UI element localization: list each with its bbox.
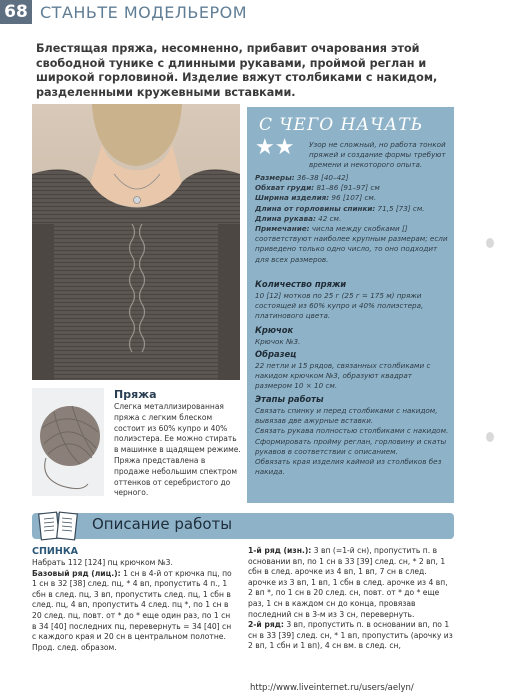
width-row: [255, 193, 449, 203]
tunic-photo-drawing: [32, 104, 240, 380]
hook-heading: Крючок: [255, 325, 294, 335]
difficulty-note: Узор не сложный, но работа тонкой пряжей и создание формы требуют времени и некоторого опыта.: [309, 140, 446, 170]
tunic-photo: [32, 104, 240, 380]
binding-hole: [486, 238, 494, 248]
note-value: числа между скобками [] соответствуют наиболее крупным размерам; если приведено только одно число, то оно подходит для всех размеров.: [255, 224, 448, 264]
section-title: СТАНЬТЕ МОДЕЛЬЕРОМ: [40, 3, 248, 22]
note-row: [255, 224, 449, 265]
bust-label: Обхват груди:: [255, 183, 315, 193]
length-row: [255, 204, 449, 214]
sizes-row: [255, 173, 449, 183]
base-row-label: Базовый ряд (лиц.):: [32, 568, 121, 578]
sizes-value: 36–38 [40–42]: [296, 173, 349, 182]
gauge-heading: Образец: [255, 349, 297, 359]
width-label: Ширина изделия:: [255, 193, 330, 203]
size-info: [255, 173, 449, 265]
step-item: Связать спинку и перед столбиками с накидом, вывязав две ажурные вставки.: [255, 406, 438, 426]
back-instructions: [32, 546, 236, 653]
panel-title: С ЧЕГО НАЧАТЬ: [259, 115, 424, 135]
row-instructions: [248, 546, 454, 652]
width-value: 96 [107] см.: [331, 193, 377, 203]
step-item: Сформировать пройму реглан, горловину и скаты рукавов в соответствии с описанием.: [255, 436, 447, 456]
binding-hole: [486, 432, 494, 442]
sleeve-label: Длина рукава:: [255, 213, 316, 223]
length-value: 71,5 [73] см.: [377, 203, 425, 213]
row-1: [248, 546, 454, 620]
getting-started-panel: [247, 107, 454, 503]
row-2-text: 3 вп, пропустить п. в основании вп, по 1 сн в 33 [39] след. сн, * 1 вп, пропустить (арочку из 2 вп, 1 сбн и 1 вп), 4 сн вм. в след. сн,: [248, 620, 453, 651]
yarn-ball-photo: [32, 388, 104, 496]
base-row: [32, 569, 236, 654]
bust-value: 81–86 [91–97] см: [316, 183, 380, 193]
note-label: Примечание:: [255, 224, 310, 234]
back-heading: СПИНКА: [32, 546, 78, 557]
step-item: Обвязать края изделия каймой из столбиков без накида.: [255, 457, 442, 477]
bust-row: [255, 183, 449, 193]
pattern-book-icon: [38, 509, 80, 543]
page-number: 68: [0, 0, 32, 24]
yarn-quantity-text: 10 [12] мотков по 25 г (25 г = 175 м) пряжи состоящей из 60% купро и 40% полиэстера, платинового цвета.: [255, 291, 424, 321]
yarn-heading: Пряжа: [114, 388, 157, 401]
gauge-text: 22 петли и 15 рядов, связанных столбиками с накидом крючком №3, образуют квадрат размером 10 × 10 см.: [255, 361, 431, 391]
row-1-label: 1-й ряд (изн.):: [248, 546, 312, 555]
steps-heading: Этапы работы: [255, 394, 324, 404]
step-item: Связать рукава полностью столбиками с накидом.: [255, 426, 449, 436]
yarn-quantity-heading: Количество пряжи: [255, 279, 347, 289]
row-2: [248, 620, 454, 652]
row-2-label: 2-й ряд:: [248, 620, 284, 630]
length-label: Длина от горловины спинки:: [255, 203, 376, 213]
row-1-text: 3 вп (=1-й сн), пропустить п. в основании вп, по 1 сн в 33 [39] след. сн, * 2 вп, 1 сбн в след. арочке из 4 вп, 1 вп, 7 сн в след. арочке из 3 вп, 1 вп, 1 сбн в след. арочке из 4 вп, 2 вп *, по 1 сн в 20 след. сн, повт. от * до * еще раз, 1 сн в каждом сн до конца, провязав последний сн в 3-м из 3 сн, перевернуть.: [248, 546, 448, 619]
sleeve-row: [255, 214, 449, 224]
yarn-ball-drawing: [32, 388, 104, 496]
steps-list: [255, 406, 449, 477]
yarn-description: Слегка металлизированная пряжа с легким блеском состоит из 60% купро и 40% полиэстера. Ее можно стирать в машинке в щадящем режиме. Пряжа представлена в продаже небольшим спектром оттенков от серебристого до черного.: [114, 402, 241, 498]
description-title: Описание работы: [92, 515, 233, 533]
intro-paragraph: Блестящая пряжа, несомненно, прибавит очарования этой свободной тунике с длинными рукавами, проймой реглан и широкой горловиной. Изделие вяжут столбиками с накидом, разделенными кружевными вставками.: [36, 42, 438, 99]
difficulty-stars-icon: ★★: [255, 135, 295, 160]
sizes-label: Размеры:: [255, 173, 295, 182]
pattern-book-icon-drawing: [38, 509, 80, 543]
hook-text: Крючок №3.: [255, 337, 301, 346]
base-row-text: 1 сн в 4-й от крючка пц, по 1 сн в 32 [38] след. пц, * 4 вп, пропустить 4 п., 1 сбн в след. пц, 3 вп, пропустить след. пц, 1 сбн в след. пц, 4 вп, пропустить 4 след. пц *, по 1 сн в 20 след. пц, повт. от * до * еще один раз, по 1 сн в 34 [40] последних пц, перевернуть = 34 [40] сн с каждого края и 20 сн в центральном полотне. Прод. след. образом.: [32, 568, 232, 652]
source-url[interactable]: http://www.liveinternet.ru/users/aelyn/: [250, 683, 414, 693]
sleeve-value: 42 см.: [318, 213, 342, 223]
back-cast-on: Набрать 112 [124] пц крючком №3.: [32, 558, 173, 567]
